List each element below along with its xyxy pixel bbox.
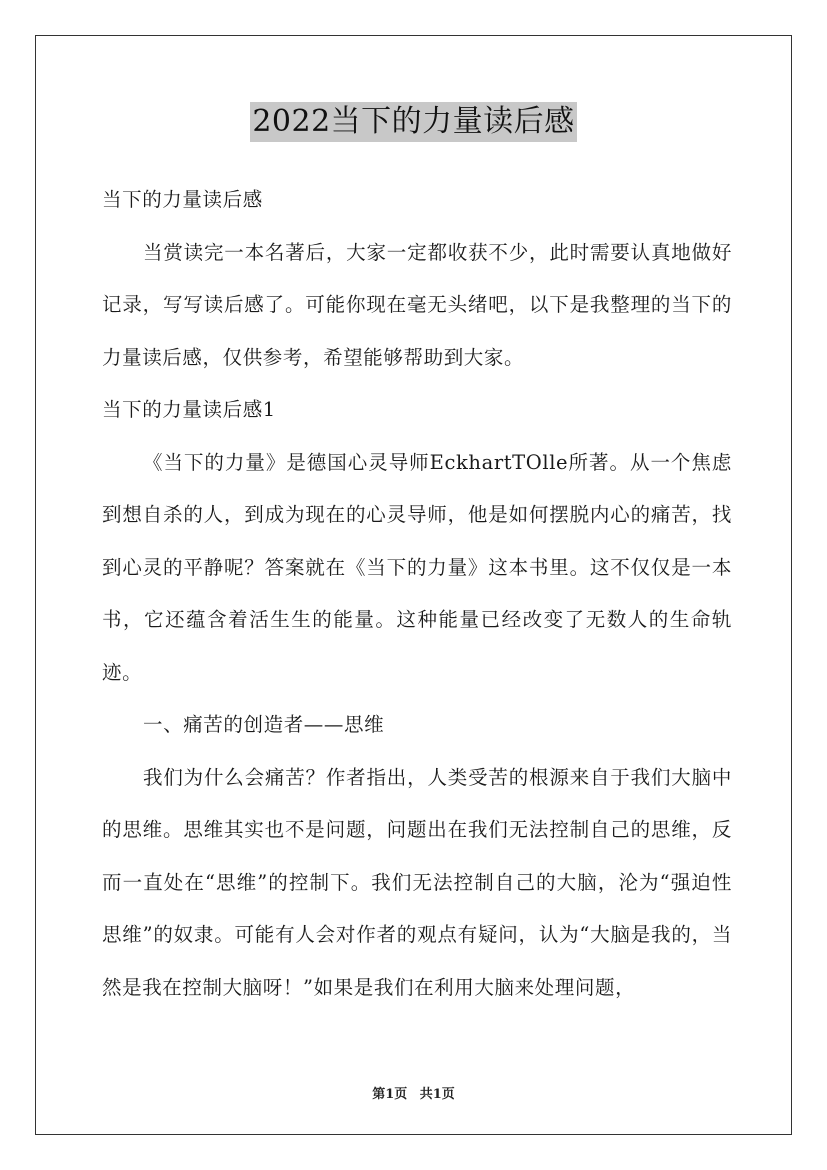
page-number: 第1页 xyxy=(372,1087,408,1102)
title-container xyxy=(0,102,827,142)
subsection-heading: 一、痛苦的创造者——思维 xyxy=(143,713,385,736)
paragraph: 当下的力量读后感 xyxy=(102,188,263,211)
paragraph: 《当下的力量》是德国心灵导师EckhartTOlle所著。从一个焦虑到想自杀的人，到成为现在的心灵导师，他是如何摆脱内心的痛苦，找到心灵的平静呢？答案就在《当下的力量》这本书里。这不仅仅是一本书，它还蕴含着活生生的能量。这种能量已经改变了无数人的生命轨迹。 xyxy=(102,450,732,684)
document-title: 2022当下的力量读后感 xyxy=(250,102,576,142)
page-total: 共1页 xyxy=(419,1087,455,1102)
page-footer xyxy=(0,1083,827,1102)
paragraph: 当赏读完一本名著后，大家一定都收获不少，此时需要认真地做好记录，写写读后感了。可能你现在毫无头绪吧，以下是我整理的当下的力量读后感，仅供参考，希望能够帮助到大家。 xyxy=(102,240,732,369)
document-body xyxy=(102,174,732,1014)
paragraph: 我们为什么会痛苦？作者指出，人类受苦的根源来自于我们大脑中的思维。思维其实也不是问题，问题出在我们无法控制自己的思维，反而一直处在“思维”的控制下。我们无法控制自己的大脑，沦为“强迫性思维”的奴隶。可能有人会对作者的观点有疑问，认为“大脑是我的，当然是我在控制大脑呀！”如果是我们在利用大脑来处理问题， xyxy=(102,765,732,999)
section-heading: 当下的力量读后感1 xyxy=(102,398,276,421)
